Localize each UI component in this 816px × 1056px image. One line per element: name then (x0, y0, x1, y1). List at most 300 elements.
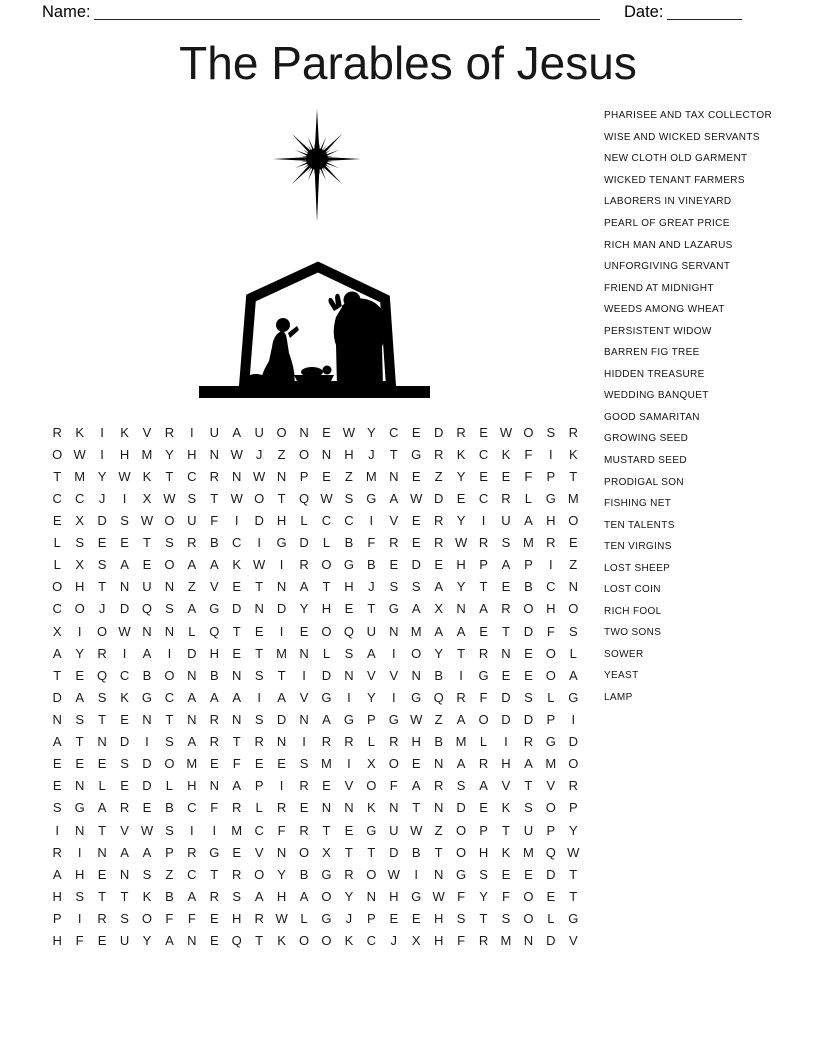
grid-letter: W (230, 490, 243, 506)
word-list-item: LOST COIN (604, 584, 661, 596)
grid-letter: N (389, 623, 399, 639)
grid-letter: G (141, 689, 153, 705)
grid-letter: O (276, 424, 287, 440)
grid-letter: F (524, 446, 533, 462)
grid-letter: X (52, 623, 62, 639)
grid-letter: E (411, 512, 421, 528)
grid-letter: R (299, 822, 309, 838)
word-list-item: WICKED TENANT FARMERS (604, 174, 745, 186)
word-list-item: PERSISTENT WIDOW (604, 325, 712, 337)
grid-letter: G (321, 689, 332, 705)
grid-letter: I (77, 844, 82, 860)
grid-letter: S (501, 910, 511, 926)
grid-letter: D (232, 601, 242, 617)
grid-letter: R (299, 557, 309, 573)
grid-letter: K (568, 446, 578, 462)
grid-letter: B (165, 888, 174, 904)
grid-letter: K (232, 557, 242, 573)
grid-letter: T (479, 579, 488, 595)
word-list-item: NEW CLOTH OLD GARMENT (604, 153, 748, 165)
grid-letter: G (388, 601, 399, 617)
grid-letter: W (410, 490, 423, 506)
grid-letter: E (97, 535, 107, 551)
grid-letter: D (119, 734, 130, 750)
grid-letter: V (389, 512, 399, 528)
grid-letter: G (545, 490, 556, 506)
grid-letter: O (366, 866, 377, 882)
grid-letter: A (434, 579, 443, 595)
grid-letter: E (232, 645, 242, 661)
grid-letter: F (524, 468, 533, 484)
grid-letter: C (187, 800, 197, 816)
grid-letter: N (321, 800, 332, 816)
name-blank-line (94, 4, 600, 20)
grid-letter: E (232, 844, 242, 860)
grid-letter: E (277, 756, 286, 772)
grid-letter: K (501, 844, 511, 860)
grid-letter: C (232, 535, 242, 551)
grid-letter: X (142, 490, 152, 506)
grid-letter: B (142, 667, 152, 683)
word-list-item: FISHING NET (604, 498, 672, 510)
word-list-item: HIDDEN TREASURE (604, 368, 705, 380)
grid-letter: C (254, 822, 264, 838)
grid-letter: I (145, 734, 149, 750)
grid-letter: S (254, 711, 264, 727)
grid-letter: D (523, 711, 534, 727)
grid-letter: N (142, 623, 152, 639)
word-list-item: YEAST (604, 670, 639, 682)
grid-letter: E (411, 424, 421, 440)
grid-letter: O (97, 623, 108, 639)
grid-letter: W (118, 468, 131, 484)
grid-letter: D (142, 778, 152, 794)
grid-letter: A (456, 756, 466, 772)
grid-letter: E (479, 800, 488, 816)
grid-letter: S (456, 910, 466, 926)
grid-letter: V (142, 424, 152, 440)
grid-letter: G (321, 910, 332, 926)
grid-letter: D (321, 667, 332, 683)
grid-letter: O (388, 756, 399, 772)
grid-letter: H (546, 601, 556, 617)
grid-letter: O (456, 822, 467, 838)
grid-letter: S (524, 689, 533, 705)
grid-letter: A (120, 844, 129, 860)
grid-letter: N (164, 623, 175, 639)
grid-letter: N (344, 667, 354, 683)
grid-letter: G (478, 667, 489, 683)
grid-letter: R (389, 535, 399, 551)
grid-letter: Y (456, 468, 466, 484)
grid-letter: S (75, 711, 84, 727)
grid-letter: A (299, 579, 309, 595)
grid-letter: A (389, 490, 399, 506)
word-list-item: GROWING SEED (604, 433, 689, 445)
grid-letter: R (232, 866, 242, 882)
grid-letter: G (74, 800, 85, 816)
grid-letter: Y (434, 645, 443, 661)
grid-letter: T (457, 645, 466, 661)
grid-letter: L (53, 535, 61, 551)
word-list-item: WISE AND WICKED SERVANTS (604, 131, 760, 143)
grid-letter: W (253, 557, 266, 573)
grid-letter: E (411, 468, 421, 484)
grid-letter: I (571, 711, 576, 727)
grid-letter: N (433, 756, 444, 772)
grid-letter: E (389, 557, 399, 573)
grid-letter: J (368, 579, 375, 595)
grid-letter: D (546, 933, 556, 949)
word-list-item: WEEDS AMONG WHEAT (604, 304, 725, 316)
grid-letter: E (75, 667, 84, 683)
grid-letter: E (75, 756, 84, 772)
grid-letter: I (459, 667, 463, 683)
grid-letter: C (52, 601, 62, 617)
grid-letter: I (122, 490, 127, 506)
grid-letter: C (119, 667, 130, 683)
grid-letter: S (120, 512, 129, 528)
date-label: Date: (624, 3, 664, 21)
grid-letter: Q (343, 623, 354, 639)
grid-letter: R (456, 424, 466, 440)
grid-letter: S (165, 734, 174, 750)
grid-letter: O (366, 778, 377, 794)
grid-letter: E (120, 535, 129, 551)
grid-letter: T (255, 579, 264, 595)
grid-letter: T (165, 711, 174, 727)
grid-letter: N (97, 734, 107, 750)
grid-letter: S (142, 866, 152, 882)
grid-letter: P (524, 557, 533, 573)
nativity-silhouette-icon (199, 267, 430, 398)
grid-letter: M (455, 734, 467, 750)
grid-letter: A (120, 557, 129, 573)
grid-letter: D (97, 512, 107, 528)
grid-letter: F (210, 800, 219, 816)
grid-letter: E (501, 866, 511, 882)
grid-letter: U (254, 424, 264, 440)
grid-letter: C (74, 490, 85, 506)
grid-letter: D (501, 689, 511, 705)
grid-letter: W (387, 866, 400, 882)
grid-letter: O (74, 601, 85, 617)
grid-letter: U (389, 822, 399, 838)
grid-letter: A (456, 711, 466, 727)
grid-letter: T (98, 711, 107, 727)
grid-letter: N (142, 711, 152, 727)
grid-letter: A (299, 888, 309, 904)
grid-letter: A (187, 734, 197, 750)
grid-letter: S (456, 778, 466, 794)
grid-letter: N (568, 579, 578, 595)
grid-letter: J (368, 446, 375, 462)
grid-letter: E (142, 800, 152, 816)
grid-letter: I (122, 645, 127, 661)
grid-letter: S (187, 490, 197, 506)
grid-letter: W (410, 822, 423, 838)
grid-letter: L (53, 557, 61, 573)
grid-letter: T (569, 468, 578, 484)
grid-letter: H (433, 933, 444, 949)
grid-letter: H (546, 512, 556, 528)
grid-letter: P (546, 468, 556, 484)
grid-letter: V (568, 933, 578, 949)
grid-letter: R (276, 800, 287, 816)
grid-letter: R (389, 734, 399, 750)
grid-letter: L (165, 778, 174, 794)
grid-letter: H (433, 910, 444, 926)
grid-letter: N (187, 933, 197, 949)
grid-letter: W (567, 844, 580, 860)
grid-letter: E (232, 579, 242, 595)
grid-letter: C (344, 512, 354, 528)
grid-letter: S (546, 424, 556, 440)
grid-letter: V (367, 667, 376, 683)
grid-letter: W (230, 446, 243, 462)
grid-letter: K (456, 446, 466, 462)
grid-letter: A (142, 844, 152, 860)
grid-letter: I (347, 689, 351, 705)
grid-letter: G (209, 844, 220, 860)
grid-letter: E (411, 535, 421, 551)
grid-letter: T (232, 734, 241, 750)
grid-letter: G (343, 557, 354, 573)
grid-letter: M (321, 756, 332, 772)
grid-letter: H (74, 579, 85, 595)
grid-letter: B (165, 800, 174, 816)
grid-letter: O (321, 888, 332, 904)
grid-letter: Q (231, 933, 242, 949)
grid-letter: A (232, 689, 242, 705)
grid-letter: A (501, 557, 511, 573)
grid-letter: R (97, 910, 107, 926)
grid-letter: R (344, 866, 354, 882)
grid-letter: O (523, 424, 534, 440)
grid-letter: V (254, 844, 264, 860)
grid-letter: T (389, 446, 398, 462)
grid-letter: T (501, 623, 510, 639)
grid-letter: R (568, 424, 578, 440)
grid-letter: R (97, 645, 107, 661)
grid-letter: O (164, 557, 175, 573)
grid-letter: G (321, 866, 332, 882)
grid-letter: E (97, 933, 107, 949)
grid-letter: S (344, 645, 354, 661)
grid-letter: O (568, 756, 579, 772)
grid-letter: X (367, 756, 376, 772)
grid-letter: A (165, 933, 174, 949)
grid-letter: T (322, 822, 331, 838)
grid-letter: F (75, 933, 84, 949)
grid-letter: D (523, 623, 534, 639)
grid-letter: D (299, 535, 309, 551)
grid-letter: Z (344, 468, 353, 484)
grid-letter: O (298, 446, 310, 462)
grid-letter: P (479, 822, 488, 838)
grid-letter: N (232, 468, 242, 484)
grid-letter: X (411, 933, 421, 949)
grid-letter: D (389, 844, 399, 860)
grid-letter: F (457, 933, 466, 949)
grid-letter: Y (367, 689, 376, 705)
grid-letter: N (299, 424, 309, 440)
grid-letter: O (164, 512, 175, 528)
grid-letter: L (479, 734, 488, 750)
grid-letter: U (187, 512, 197, 528)
grid-letter: T (53, 667, 62, 683)
grid-letter: O (478, 711, 489, 727)
grid-letter: O (52, 446, 63, 462)
grid-letter: N (74, 778, 85, 794)
grid-letter: H (209, 645, 219, 661)
grid-letter: H (501, 756, 511, 772)
grid-letter: B (434, 734, 443, 750)
grid-letter: A (209, 689, 219, 705)
grid-letter: H (52, 888, 62, 904)
word-list-item: WEDDING BANQUET (604, 390, 709, 402)
grid-letter: I (77, 623, 82, 639)
grid-letter: M (500, 933, 512, 949)
grid-letter: A (52, 645, 62, 661)
grid-letter: T (120, 888, 129, 904)
grid-letter: N (164, 579, 175, 595)
grid-letter: C (366, 933, 377, 949)
grid-letter: O (52, 579, 63, 595)
word-list-item: RICH FOOL (604, 605, 662, 617)
grid-letter: N (411, 667, 421, 683)
grid-letter: Q (97, 667, 108, 683)
grid-letter: E (209, 910, 219, 926)
grid-letter: R (321, 734, 332, 750)
grid-letter: M (365, 468, 377, 484)
grid-letter: R (568, 778, 578, 794)
grid-letter: Z (165, 866, 174, 882)
grid-letter: N (232, 711, 242, 727)
grid-letter: C (321, 512, 332, 528)
grid-letter: R (119, 800, 130, 816)
grid-letter: A (187, 689, 197, 705)
grid-letter: G (568, 910, 579, 926)
grid-letter: R (187, 844, 197, 860)
grid-letter: T (367, 844, 376, 860)
grid-letter: R (433, 446, 444, 462)
grid-letter: W (432, 888, 445, 904)
page-title: The Parables of Jesus (179, 37, 637, 89)
grid-letter: N (97, 844, 107, 860)
nativity-scene-image (190, 95, 440, 405)
grid-letter: D (187, 645, 197, 661)
grid-letter: I (391, 689, 396, 705)
grid-letter: O (545, 645, 556, 661)
grid-letter: Y (568, 822, 578, 838)
grid-letter: F (367, 535, 376, 551)
grid-letter: A (254, 888, 264, 904)
grid-letter: E (299, 800, 309, 816)
grid-letter: D (254, 512, 264, 528)
grid-letter: A (97, 800, 107, 816)
grid-letter: M (545, 756, 557, 772)
grid-letter: P (367, 910, 376, 926)
grid-letter: T (98, 888, 107, 904)
grid-letter: H (411, 734, 421, 750)
grid-letter: H (321, 601, 332, 617)
grid-letter: P (299, 468, 309, 484)
grid-letter: I (414, 866, 419, 882)
grid-letter: E (299, 623, 309, 639)
grid-letter: M (522, 535, 534, 551)
grid-letter: S (75, 535, 84, 551)
grid-letter: S (97, 557, 107, 573)
grid-letter: F (232, 756, 241, 772)
grid-letter: J (390, 933, 398, 949)
grid-letter: I (302, 667, 306, 683)
grid-letter: B (411, 844, 421, 860)
grid-letter: H (478, 844, 489, 860)
grid-letter: Z (434, 468, 443, 484)
grid-letter: L (255, 800, 263, 816)
grid-letter: P (367, 711, 376, 727)
grid-letter: E (411, 756, 421, 772)
grid-letter: S (568, 623, 578, 639)
grid-letter: Z (569, 557, 578, 573)
grid-letter: O (321, 623, 332, 639)
grid-letter: A (52, 734, 62, 750)
grid-letter: X (75, 512, 84, 528)
grid-letter: W (320, 490, 333, 506)
grid-letter: R (456, 689, 466, 705)
grid-letter: A (411, 601, 421, 617)
grid-letter: U (501, 512, 511, 528)
grid-letter: D (142, 756, 152, 772)
grid-letter: Y (97, 468, 107, 484)
grid-letter: N (433, 866, 444, 882)
grid-letter: G (388, 711, 399, 727)
grid-letter: N (389, 800, 399, 816)
word-list-item: LABORERS IN VINEYARD (604, 196, 732, 208)
grid-letter: A (434, 623, 443, 639)
grid-letter: E (524, 866, 533, 882)
grid-letter: B (434, 667, 443, 683)
grid-letter: U (209, 424, 219, 440)
grid-letter: N (456, 601, 466, 617)
grid-letter: L (300, 512, 308, 528)
grid-letter: W (118, 623, 131, 639)
grid-letter: S (97, 689, 107, 705)
grid-letter: F (277, 822, 286, 838)
grid-letter: R (209, 711, 219, 727)
grid-letter: I (302, 734, 306, 750)
grid-letter: M (141, 446, 153, 462)
grid-letter: A (568, 667, 578, 683)
grid-letter: N (187, 667, 197, 683)
grid-letter: E (479, 468, 488, 484)
grid-letter: X (322, 844, 331, 860)
grid-letter: P (568, 800, 578, 816)
grid-letter: K (344, 933, 354, 949)
grid-letter: N (299, 645, 309, 661)
grid-letter: M (74, 468, 86, 484)
grid-letter: M (231, 822, 243, 838)
grid-letter: O (568, 601, 579, 617)
grid-letter: E (97, 756, 107, 772)
grid-letter: A (52, 866, 62, 882)
grid-letter: Y (299, 601, 309, 617)
grid-letter: A (75, 689, 84, 705)
grid-letter: E (411, 910, 421, 926)
grid-letter: D (433, 490, 444, 506)
grid-letter: Y (456, 579, 466, 595)
